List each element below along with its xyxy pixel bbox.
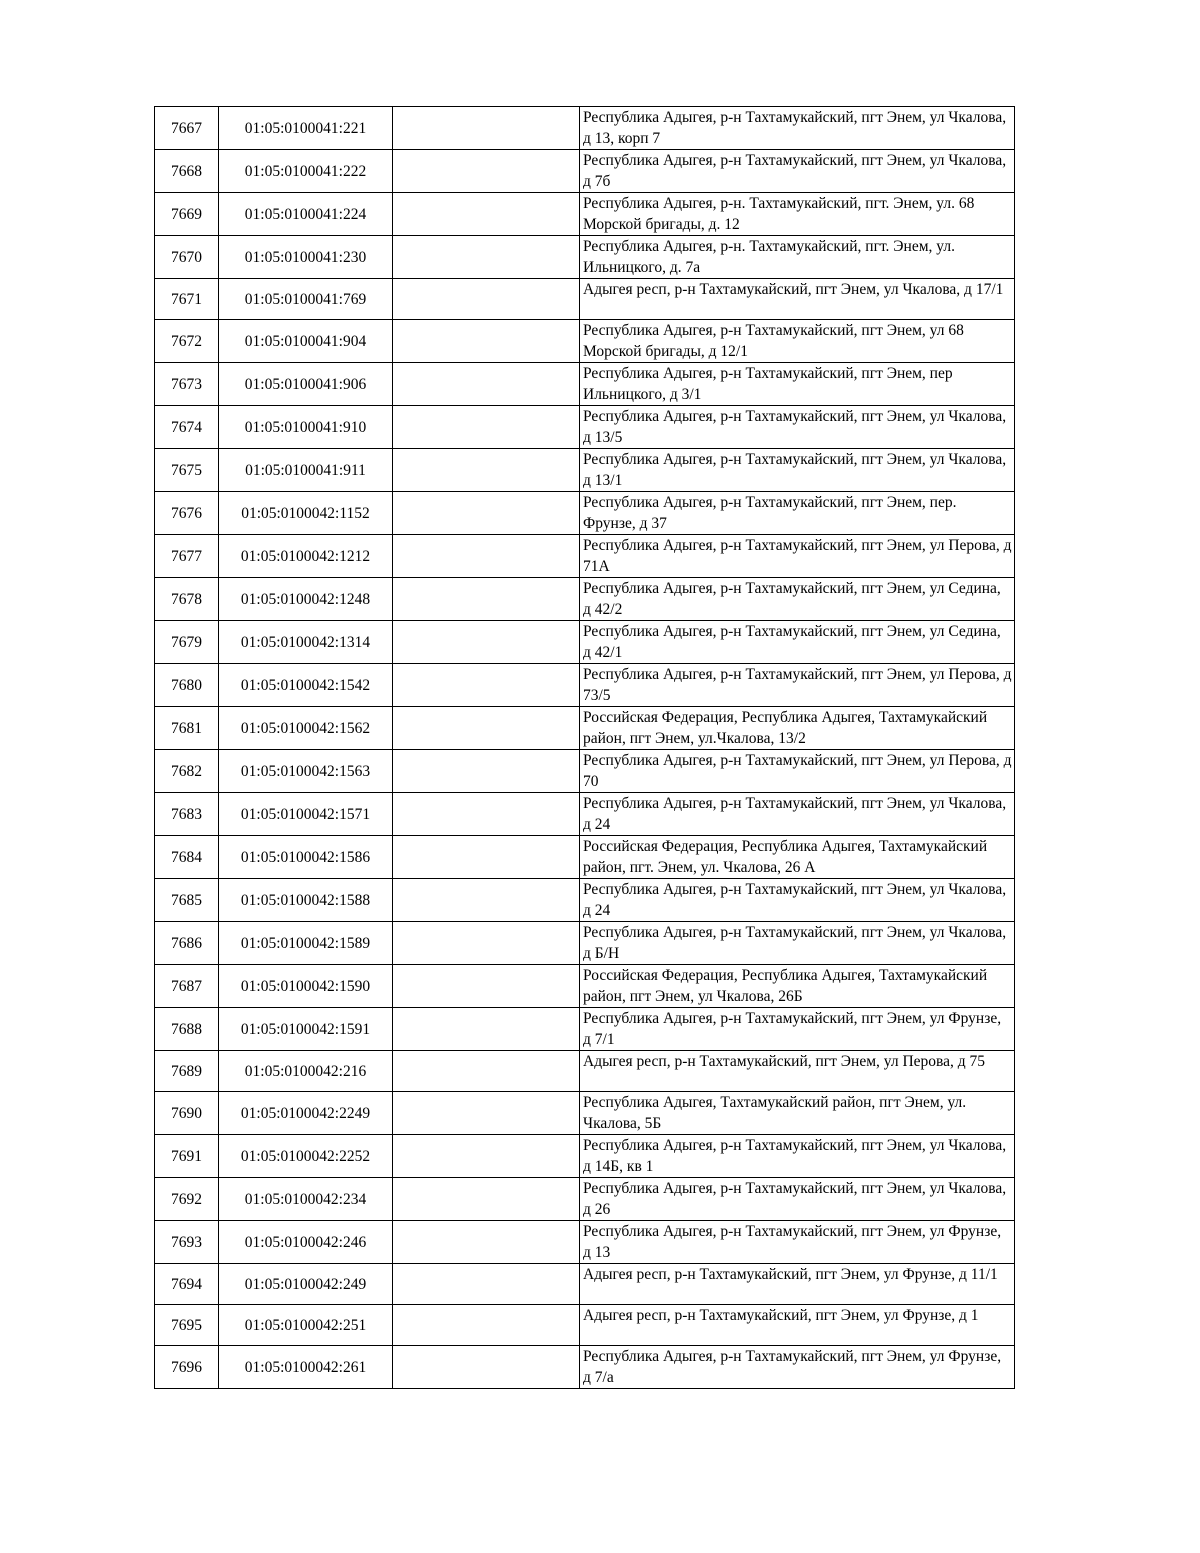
cadastral-number-cell: 01:05:0100042:1590 bbox=[219, 965, 393, 1008]
address-cell: Республика Адыгея, р-н Тахтамукайский, пгт Энем, ул Перова, д 71А bbox=[580, 535, 1015, 578]
empty-cell bbox=[393, 193, 580, 236]
address-cell: Республика Адыгея, р-н Тахтамукайский, пгт Энем, ул Седина, д 42/2 bbox=[580, 578, 1015, 621]
address-cell: Республика Адыгея, р-н Тахтамукайский, пгт Энем, ул Чкалова, д 13/1 bbox=[580, 449, 1015, 492]
row-number-cell: 7689 bbox=[155, 1051, 219, 1092]
cadastral-number-cell: 01:05:0100042:1588 bbox=[219, 879, 393, 922]
cadastral-number-cell: 01:05:0100042:261 bbox=[219, 1346, 393, 1389]
table-row bbox=[155, 1178, 1015, 1221]
table-row bbox=[155, 578, 1015, 621]
address-cell: Республика Адыгея, р-н Тахтамукайский, пгт Энем, ул 68 Морской бригады, д 12/1 bbox=[580, 320, 1015, 363]
cadastral-number-cell: 01:05:0100041:910 bbox=[219, 406, 393, 449]
address-cell: Адыгея респ, р-н Тахтамукайский, пгт Энем, ул Перова, д 75 bbox=[580, 1051, 1015, 1092]
address-cell: Республика Адыгея, р-н Тахтамукайский, пгт Энем, ул Перова, д 73/5 bbox=[580, 664, 1015, 707]
address-cell: Республика Адыгея, р-н Тахтамукайский, пгт Энем, ул Чкалова, д 14Б, кв 1 bbox=[580, 1135, 1015, 1178]
cadastral-number-cell: 01:05:0100042:246 bbox=[219, 1221, 393, 1264]
empty-cell bbox=[393, 664, 580, 707]
empty-cell bbox=[393, 621, 580, 664]
empty-cell bbox=[393, 965, 580, 1008]
row-number-cell: 7668 bbox=[155, 150, 219, 193]
row-number-cell: 7692 bbox=[155, 1178, 219, 1221]
address-cell: Республика Адыгея, р-н Тахтамукайский, пгт Энем, ул Чкалова, д 26 bbox=[580, 1178, 1015, 1221]
row-number-cell: 7691 bbox=[155, 1135, 219, 1178]
empty-cell bbox=[393, 1221, 580, 1264]
table-row bbox=[155, 664, 1015, 707]
address-cell: Республика Адыгея, Тахтамукайский район, пгт Энем, ул. Чкалова, 5Б bbox=[580, 1092, 1015, 1135]
table-row bbox=[155, 236, 1015, 279]
row-number-cell: 7676 bbox=[155, 492, 219, 535]
empty-cell bbox=[393, 492, 580, 535]
address-cell: Республика Адыгея, р-н Тахтамукайский, пгт Энем, пер Ильницкого, д 3/1 bbox=[580, 363, 1015, 406]
cadastral-number-cell: 01:05:0100042:1571 bbox=[219, 793, 393, 836]
cadastral-number-cell: 01:05:0100042:1586 bbox=[219, 836, 393, 879]
row-number-cell: 7672 bbox=[155, 320, 219, 363]
address-cell: Республика Адыгея, р-н Тахтамукайский, пгт Энем, ул Перова, д 70 bbox=[580, 750, 1015, 793]
cadastral-number-cell: 01:05:0100042:1591 bbox=[219, 1008, 393, 1051]
row-number-cell: 7674 bbox=[155, 406, 219, 449]
table-row bbox=[155, 1305, 1015, 1346]
address-cell: Республика Адыгея, р-н. Тахтамукайский, пгт. Энем, ул. Ильницкого, д. 7а bbox=[580, 236, 1015, 279]
row-number-cell: 7671 bbox=[155, 279, 219, 320]
cadastral-number-cell: 01:05:0100042:251 bbox=[219, 1305, 393, 1346]
address-cell: Российская Федерация, Республика Адыгея, Тахтамукайский район, пгт. Энем, ул. Чкалова, 26 А bbox=[580, 836, 1015, 879]
empty-cell bbox=[393, 836, 580, 879]
empty-cell bbox=[393, 793, 580, 836]
table-row bbox=[155, 1092, 1015, 1135]
table-row bbox=[155, 965, 1015, 1008]
cadastral-number-cell: 01:05:0100042:249 bbox=[219, 1264, 393, 1305]
table-row bbox=[155, 1008, 1015, 1051]
cadastral-number-cell: 01:05:0100042:234 bbox=[219, 1178, 393, 1221]
row-number-cell: 7683 bbox=[155, 793, 219, 836]
cadastral-number-cell: 01:05:0100041:230 bbox=[219, 236, 393, 279]
row-number-cell: 7687 bbox=[155, 965, 219, 1008]
table-row bbox=[155, 449, 1015, 492]
empty-cell bbox=[393, 1264, 580, 1305]
empty-cell bbox=[393, 363, 580, 406]
table-row bbox=[155, 879, 1015, 922]
table-row bbox=[155, 836, 1015, 879]
table-row bbox=[155, 1135, 1015, 1178]
row-number-cell: 7669 bbox=[155, 193, 219, 236]
address-cell: Республика Адыгея, р-н Тахтамукайский, пгт Энем, ул Чкалова, д 24 bbox=[580, 879, 1015, 922]
row-number-cell: 7696 bbox=[155, 1346, 219, 1389]
table-row bbox=[155, 406, 1015, 449]
address-cell: Республика Адыгея, р-н Тахтамукайский, пгт Энем, ул Чкалова, д Б/Н bbox=[580, 922, 1015, 965]
cadastral-number-cell: 01:05:0100042:2252 bbox=[219, 1135, 393, 1178]
cadastral-number-cell: 01:05:0100042:1248 bbox=[219, 578, 393, 621]
address-cell: Республика Адыгея, р-н Тахтамукайский, пгт Энем, ул Фрунзе, д 7/а bbox=[580, 1346, 1015, 1389]
address-cell: Адыгея респ, р-н Тахтамукайский, пгт Энем, ул Фрунзе, д 11/1 bbox=[580, 1264, 1015, 1305]
row-number-cell: 7694 bbox=[155, 1264, 219, 1305]
empty-cell bbox=[393, 922, 580, 965]
empty-cell bbox=[393, 406, 580, 449]
empty-cell bbox=[393, 1092, 580, 1135]
row-number-cell: 7678 bbox=[155, 578, 219, 621]
empty-cell bbox=[393, 879, 580, 922]
empty-cell bbox=[393, 236, 580, 279]
row-number-cell: 7680 bbox=[155, 664, 219, 707]
table-row bbox=[155, 535, 1015, 578]
address-cell: Адыгея респ, р-н Тахтамукайский, пгт Энем, ул Чкалова, д 17/1 bbox=[580, 279, 1015, 320]
cadastral-number-cell: 01:05:0100042:1589 bbox=[219, 922, 393, 965]
empty-cell bbox=[393, 150, 580, 193]
cadastral-number-cell: 01:05:0100042:216 bbox=[219, 1051, 393, 1092]
empty-cell bbox=[393, 535, 580, 578]
table-row bbox=[155, 707, 1015, 750]
empty-cell bbox=[393, 578, 580, 621]
table-row bbox=[155, 150, 1015, 193]
table-row bbox=[155, 193, 1015, 236]
row-number-cell: 7681 bbox=[155, 707, 219, 750]
empty-cell bbox=[393, 449, 580, 492]
table-row bbox=[155, 363, 1015, 406]
address-cell: Республика Адыгея, р-н Тахтамукайский, пгт Энем, ул Фрунзе, д 7/1 bbox=[580, 1008, 1015, 1051]
cadastral-number-cell: 01:05:0100042:1562 bbox=[219, 707, 393, 750]
cadastral-number-cell: 01:05:0100041:904 bbox=[219, 320, 393, 363]
cadastral-number-cell: 01:05:0100042:1314 bbox=[219, 621, 393, 664]
empty-cell bbox=[393, 1178, 580, 1221]
empty-cell bbox=[393, 707, 580, 750]
property-table-body bbox=[155, 107, 1015, 1389]
cadastral-number-cell: 01:05:0100042:1212 bbox=[219, 535, 393, 578]
address-cell: Республика Адыгея, р-н Тахтамукайский, пгт Энем, ул Чкалова, д 7б bbox=[580, 150, 1015, 193]
cadastral-number-cell: 01:05:0100041:911 bbox=[219, 449, 393, 492]
table-row bbox=[155, 279, 1015, 320]
cadastral-number-cell: 01:05:0100042:2249 bbox=[219, 1092, 393, 1135]
table-row bbox=[155, 621, 1015, 664]
empty-cell bbox=[393, 320, 580, 363]
row-number-cell: 7684 bbox=[155, 836, 219, 879]
cadastral-number-cell: 01:05:0100042:1542 bbox=[219, 664, 393, 707]
table-row bbox=[155, 107, 1015, 150]
cadastral-number-cell: 01:05:0100041:769 bbox=[219, 279, 393, 320]
cadastral-number-cell: 01:05:0100041:221 bbox=[219, 107, 393, 150]
address-cell: Адыгея респ, р-н Тахтамукайский, пгт Энем, ул Фрунзе, д 1 bbox=[580, 1305, 1015, 1346]
empty-cell bbox=[393, 279, 580, 320]
cadastral-number-cell: 01:05:0100042:1152 bbox=[219, 492, 393, 535]
row-number-cell: 7695 bbox=[155, 1305, 219, 1346]
row-number-cell: 7679 bbox=[155, 621, 219, 664]
row-number-cell: 7675 bbox=[155, 449, 219, 492]
row-number-cell: 7677 bbox=[155, 535, 219, 578]
row-number-cell: 7682 bbox=[155, 750, 219, 793]
address-cell: Республика Адыгея, р-н Тахтамукайский, пгт Энем, ул Чкалова, д 24 bbox=[580, 793, 1015, 836]
table-row bbox=[155, 1264, 1015, 1305]
address-cell: Российская Федерация, Республика Адыгея, Тахтамукайский район, пгт Энем, ул.Чкалова, 13/2 bbox=[580, 707, 1015, 750]
cadastral-number-cell: 01:05:0100041:906 bbox=[219, 363, 393, 406]
table-row bbox=[155, 492, 1015, 535]
table-row bbox=[155, 793, 1015, 836]
address-cell: Республика Адыгея, р-н Тахтамукайский, пгт Энем, ул Чкалова, д 13, корп 7 bbox=[580, 107, 1015, 150]
table-row bbox=[155, 750, 1015, 793]
empty-cell bbox=[393, 1008, 580, 1051]
row-number-cell: 7685 bbox=[155, 879, 219, 922]
address-cell: Республика Адыгея, р-н Тахтамукайский, пгт Энем, ул Чкалова, д 13/5 bbox=[580, 406, 1015, 449]
cadastral-number-cell: 01:05:0100041:224 bbox=[219, 193, 393, 236]
row-number-cell: 7693 bbox=[155, 1221, 219, 1264]
row-number-cell: 7673 bbox=[155, 363, 219, 406]
row-number-cell: 7667 bbox=[155, 107, 219, 150]
empty-cell bbox=[393, 1346, 580, 1389]
empty-cell bbox=[393, 107, 580, 150]
empty-cell bbox=[393, 1305, 580, 1346]
empty-cell bbox=[393, 1135, 580, 1178]
row-number-cell: 7690 bbox=[155, 1092, 219, 1135]
row-number-cell: 7688 bbox=[155, 1008, 219, 1051]
cadastral-number-cell: 01:05:0100042:1563 bbox=[219, 750, 393, 793]
address-cell: Республика Адыгея, р-н. Тахтамукайский, пгт. Энем, ул. 68 Морской бригады, д. 12 bbox=[580, 193, 1015, 236]
table-row bbox=[155, 1346, 1015, 1389]
empty-cell bbox=[393, 1051, 580, 1092]
address-cell: Республика Адыгея, р-н Тахтамукайский, пгт Энем, ул Фрунзе, д 13 bbox=[580, 1221, 1015, 1264]
address-cell: Российская Федерация, Республика Адыгея, Тахтамукайский район, пгт Энем, ул Чкалова, 26Б bbox=[580, 965, 1015, 1008]
address-cell: Республика Адыгея, р-н Тахтамукайский, пгт Энем, ул Седина, д 42/1 bbox=[580, 621, 1015, 664]
cadastral-number-cell: 01:05:0100041:222 bbox=[219, 150, 393, 193]
table-row bbox=[155, 1051, 1015, 1092]
table-row bbox=[155, 1221, 1015, 1264]
row-number-cell: 7686 bbox=[155, 922, 219, 965]
table-row bbox=[155, 922, 1015, 965]
address-cell: Республика Адыгея, р-н Тахтамукайский, пгт Энем, пер. Фрунзе, д 37 bbox=[580, 492, 1015, 535]
empty-cell bbox=[393, 750, 580, 793]
property-table bbox=[154, 106, 1015, 1389]
row-number-cell: 7670 bbox=[155, 236, 219, 279]
table-row bbox=[155, 320, 1015, 363]
